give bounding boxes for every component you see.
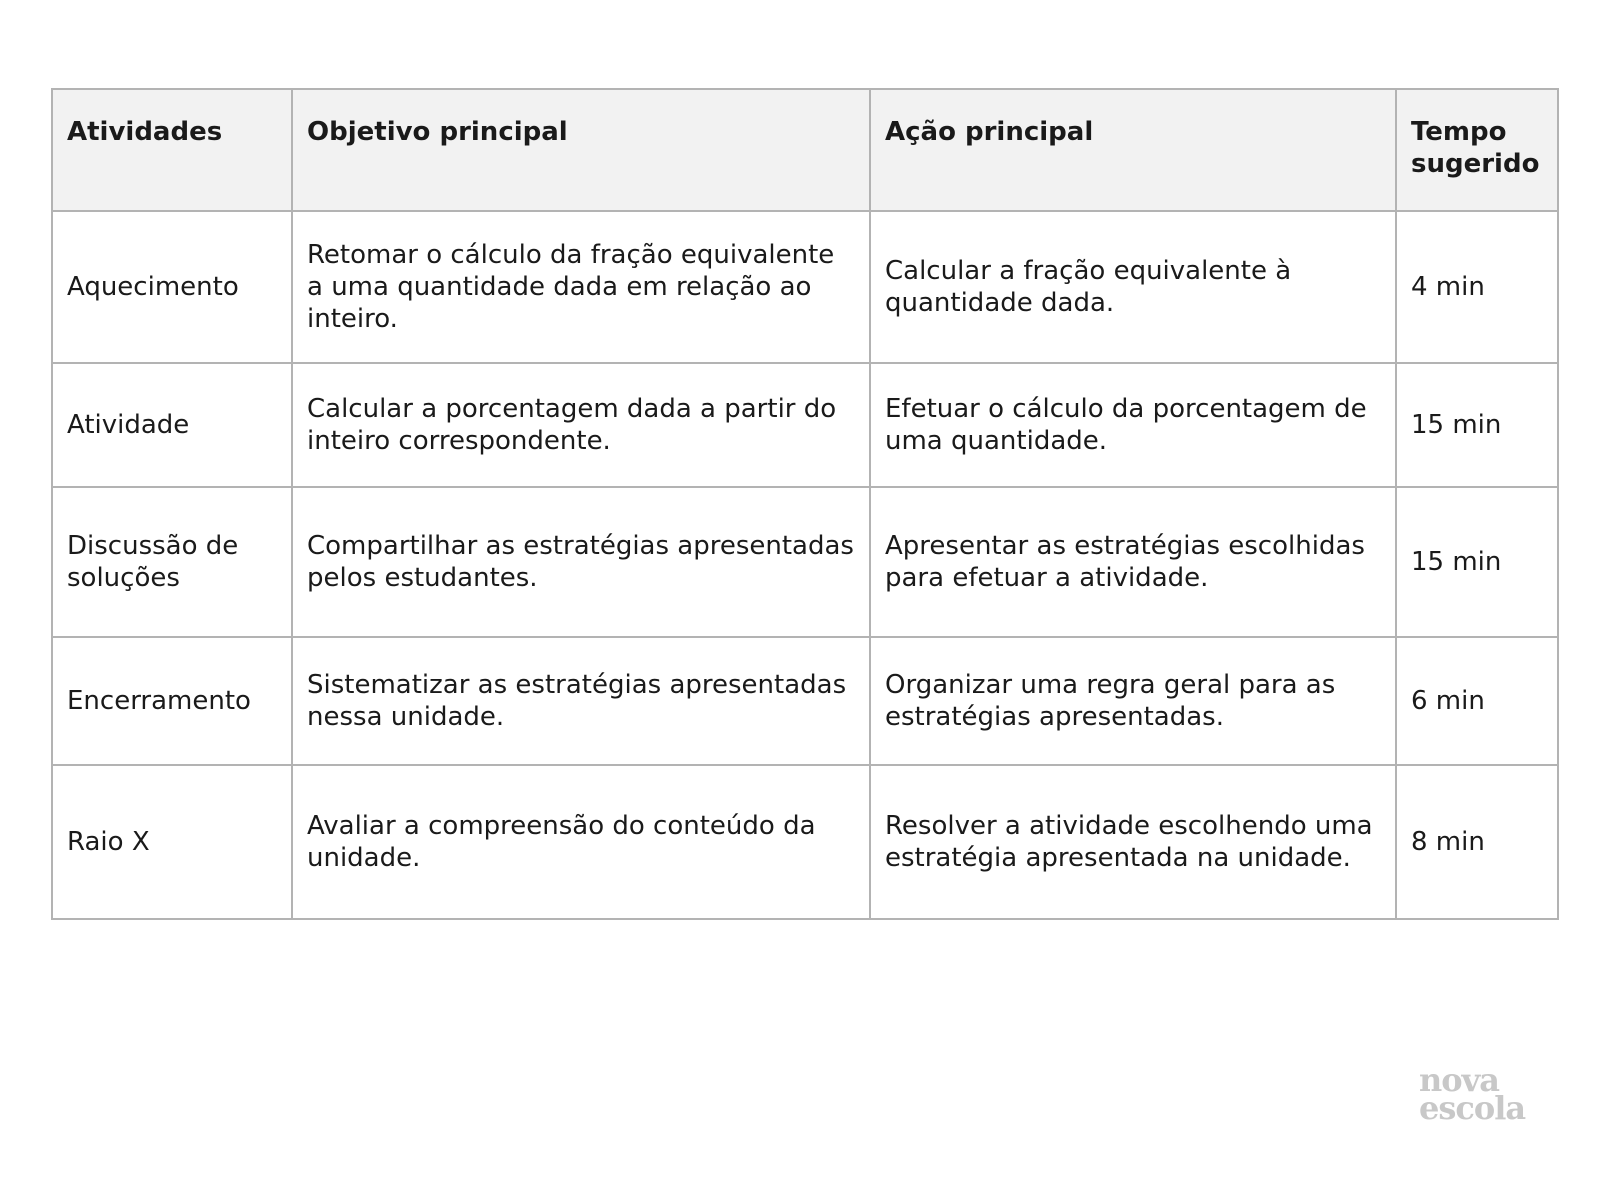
logo-line-nova: nova	[1419, 1061, 1499, 1099]
cell-objetivo: Avaliar a compreensão do conteúdo da unidade.	[292, 765, 870, 919]
header-tempo-sugerido: Tempo sugerido	[1396, 89, 1558, 211]
header-acao-principal: Ação principal	[870, 89, 1396, 211]
header-atividades: Atividades	[52, 89, 292, 211]
cell-tempo: 15 min	[1396, 363, 1558, 487]
cell-tempo: 6 min	[1396, 637, 1558, 765]
logo-line-escola: escola	[1419, 1089, 1526, 1127]
cell-acao: Apresentar as estratégias escolhidas para efetuar a atividade.	[870, 487, 1396, 637]
cell-acao: Efetuar o cálculo da porcentagem de uma quantidade.	[870, 363, 1396, 487]
header-objetivo-principal: Objetivo principal	[292, 89, 870, 211]
table-row	[52, 765, 1558, 919]
cell-tempo: 4 min	[1396, 211, 1558, 363]
cell-atividade: Discussão de soluções	[52, 487, 292, 637]
cell-atividade: Atividade	[52, 363, 292, 487]
table-header	[52, 89, 1558, 211]
cell-atividade: Encerramento	[52, 637, 292, 765]
cell-objetivo: Calcular a porcentagem dada a partir do inteiro correspondente.	[292, 363, 870, 487]
cell-objetivo: Sistematizar as estratégias apresentadas nessa unidade.	[292, 637, 870, 765]
table-row	[52, 487, 1558, 637]
cell-atividade: Aquecimento	[52, 211, 292, 363]
table-body	[52, 211, 1558, 919]
table-row	[52, 211, 1558, 363]
lesson-plan-table	[51, 88, 1559, 920]
cell-tempo: 15 min	[1396, 487, 1558, 637]
cell-objetivo: Compartilhar as estratégias apresentadas pelos estudantes.	[292, 487, 870, 637]
cell-acao: Organizar uma regra geral para as estratégias apresentadas.	[870, 637, 1396, 765]
cell-tempo: 8 min	[1396, 765, 1558, 919]
header-row	[52, 89, 1558, 211]
cell-acao: Calcular a fração equivalente à quantidade dada.	[870, 211, 1396, 363]
table-row	[52, 637, 1558, 765]
cell-acao: Resolver a atividade escolhendo uma estratégia apresentada na unidade.	[870, 765, 1396, 919]
table-row	[52, 363, 1558, 487]
cell-objetivo: Retomar o cálculo da fração equivalente a uma quantidade dada em relação ao inteiro.	[292, 211, 870, 363]
cell-atividade: Raio X	[52, 765, 292, 919]
nova-escola-logo	[1419, 1061, 1539, 1127]
